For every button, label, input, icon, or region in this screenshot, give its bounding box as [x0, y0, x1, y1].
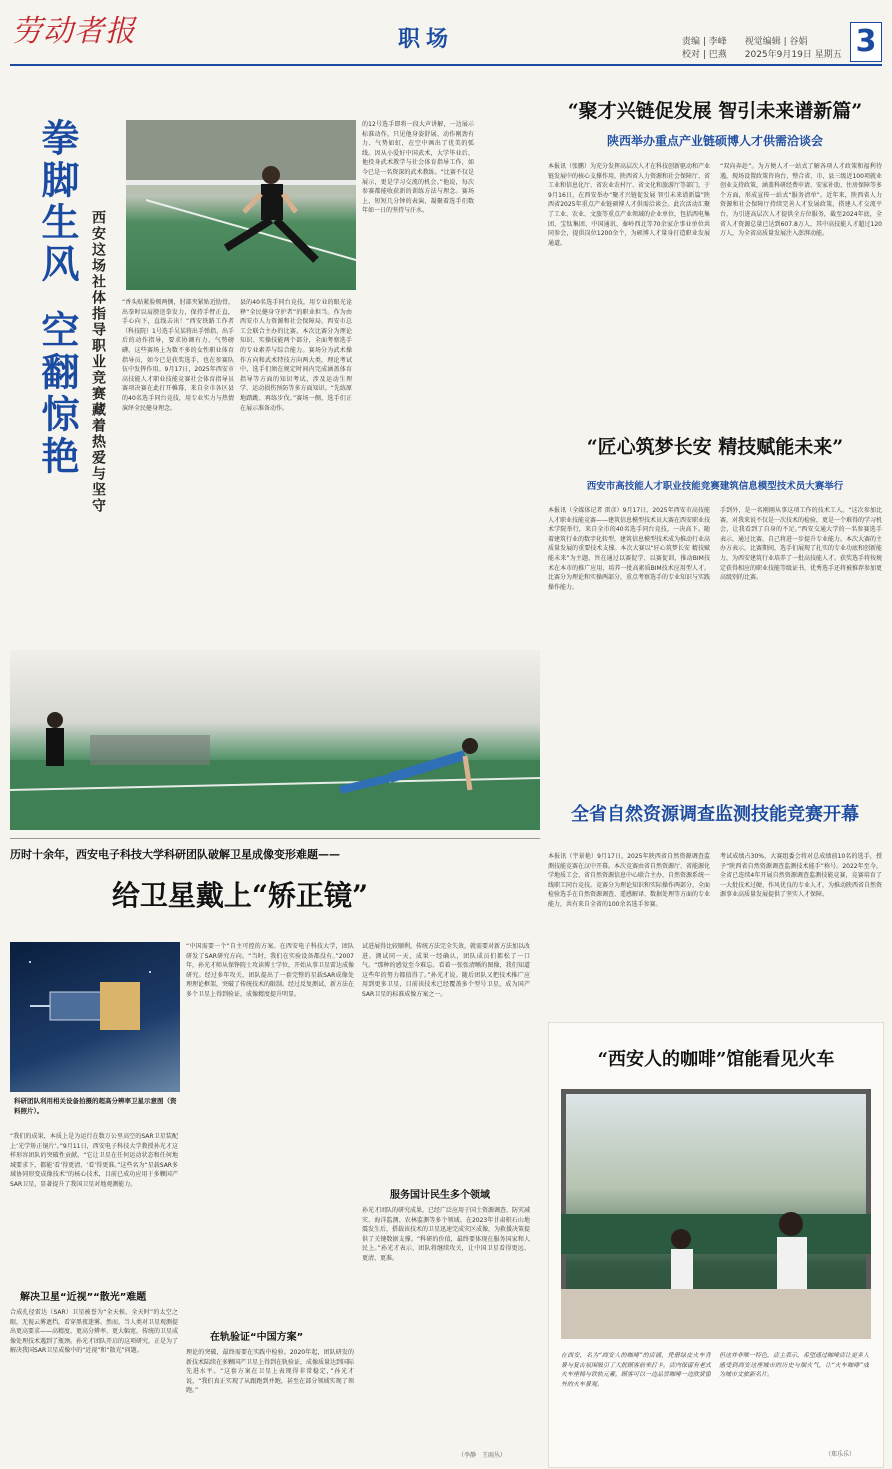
- article-martial-arts: [10, 70, 540, 830]
- article4-col2: 考试成绩占30%，大赛组委会将对总成绩前10名的选手，授予“陕西省自然资源调查监测技术能手”称号。2022年至今，全省已连续4年开展自然资源调查监测技能竞赛，竞赛培育了一大批技术过硬、作风优良的专业人才，为推动陕西省自然资源事业高质量发展提供了坚实人才保障。: [720, 853, 882, 899]
- masthead-rule: [10, 64, 882, 66]
- photo-kick: [126, 120, 356, 290]
- article-talent-fair: [548, 70, 882, 430]
- article4-col1: 本报讯（宇景艳）9月17日，2025年陕西省自然资源调查监测技能竞赛在汉中开幕。本次竞赛由省自然资源厅、省能源化学地质工会、省自然资源信息中心联合主办，自然资源系统一线职工同台竞技。竞赛分为理论知识和实际操作两部分，全面检验选手在自然资源调查、遥感解译、数据处理等方面的专业能力，共有来自全省的100余名选手参赛。: [548, 853, 710, 908]
- headline-left-b: 空翻惊艳: [35, 310, 80, 478]
- editor-line: 责编 | 李峰 视觉编辑 | 谷娟: [682, 37, 808, 47]
- article2-col1: 本报讯（张鹏）为充分发挥高层次人才在科技创新驱动和产业链发展中的核心支撑作用，陕西省人力资源和社会保障厅、省工业和信息化厅、省农业农村厅、省文化和旅游厅等部门，于9月16日，在西安举办“聚才兴链促发展 智引未来谱新篇”陕西省2025年重点产业链硕博人才供需洽谈会。此次活动汇聚了工业、农业、文旅等重点产业领域的企业单位，包括西电集团、宝钛集团、中国通讯、秦岭西北等70余家企事业单位共同参会，提供岗位1200余个，为硕博人才量身打造职业发展通道。: [548, 163, 710, 247]
- article2-title: “聚才兴链促发展 智引未来谱新篇”: [567, 100, 863, 122]
- article-bim-contest: [548, 420, 882, 780]
- article2-col2: “双向奔赴”。为方便人才一站式了解各项人才政策和福利待遇，现场设置政策咨询台，整合省、市、县三级近100项就业创业支持政策，涵盖科研经费申请、安家补助、住房保障等多个方面，形成宣传一站式“服务清单”。近年来，陕西省人力资源和社会保障厅持续完善人才发展政策，搭建人才交流平台，为引进高层次人才提供全方位服务，截至2024年底，全省人才资源总量已达到607.8万人，其中高技能人才超过120万人，为全省高质量发展注入澎湃动能。: [720, 163, 882, 238]
- article-natural-resources: [548, 788, 882, 1010]
- article5-byline: （李静 王雨丛）: [458, 1452, 507, 1459]
- article1-col2: 县的40名选手同台竞技，用专业的眼光诠释“全民健身守护者”的职业担当。作为由西安市人力资源和社会保障局、西安市总工会联合主办的比赛，本次比赛分为理论知识、实操技能两个部分，全面考察选手的专业素养与综合能力。赛场分为武术操作方向和武术特技方向两大类，理论考试中，选手们须在规定时间内完成涵盖体育指导等方面的知识考试，涉及运动生理学、运动损伤预防等多方面知识。“先练原地踏跳、再练步伐。”赛场一侧，选手们正在展示准备动作。: [240, 299, 352, 412]
- article5-col1: “我们的成果，本质上是为运行在数万公里高空的SAR卫星装配上‘光学矫正镜片’。”9月11日，西安电子科技大学教授孙光才这样形容团队的突破性贡献。“它让卫星在任何运动状态和任何地域要求下，都能‘看’得更清、‘看’得更准。”这些名为“星载SAR多域协同形变成像技术”的核心技术，目前已成功应用于多颗国产SAR卫星，显著提升了我国卫星对地观测能力。: [10, 1133, 178, 1188]
- article3-subtitle: 西安市高技能人才职业技能竞赛建筑信息模型技术员大赛举行: [586, 481, 844, 492]
- photo-pushup: [10, 650, 540, 830]
- article-satellite: [10, 838, 540, 1466]
- article5-col3b: 孙光才团队的研究成果，已经广泛应用于国土资源调查、防灾减灾、海洋监测、农林监测等多个领域。在2023年甘肃积石山地震发生后，搭载该技术的卫星迅速完成灾区成像，为救援决策提供了关键数据支撑。“科研的价值，最终要体现在服务国家和人民上。”孙光才表示，团队将继续攻关，让中国卫星看得更远、更清、更准。: [362, 1207, 530, 1262]
- masthead: [0, 0, 892, 64]
- article5-col2: “中国需要一个”自主可控的方案。在西安电子科技大学，团队研发了SAR研究方向。“当时，我们在实验设备都没有。”2007年，孙光才师从保铮院士攻读博士学位，开始从事卫星雷达成像研究。经过多年攻关，团队提出了一套完整的星载SAR成像处理理论框架，突破了传统技术的限制。经过反复测试，新方法在多个卫星上得到验证，成像精度提升明显。: [186, 943, 354, 998]
- article5-col2b: 理论的突破，最终需要在实践中检验。2020年起，团队研发的新技术陆续在多颗国产卫星上得到在轨验证，成像质量达到国际先进水平。“这套方案在卫星上表现得非常稳定，”孙光才说，“我们真正实现了从跟跑到并跑，甚至在部分领域实现了领跑。”: [186, 1349, 354, 1395]
- article5-sub1: 解决卫星“近视”“散光”难题: [20, 1292, 147, 1303]
- article3-col2: 手到外，是一名刚刚从事这项工作的技术工人。“这次参加比赛，对我来说不仅是一次技术的检验，更是一个难得的学习机会，让我看到了自身的不足。”西安交通大学的一名参赛选手表示，通过比赛，自己将进一步提升专业能力。本次大赛的主办方表示，比赛期间，选手们展现了扎实的专业功底和创新能力，为西安建筑行业培养了一批高技能人才。获奖选手将按规定获得相应的职业技能等级证书，优秀选手还将被推荐参加更高级别的比赛。: [720, 507, 882, 582]
- article4-title: 全省自然资源调查监测技能竞赛开幕: [571, 804, 859, 825]
- satellite-icon: [10, 942, 180, 1092]
- article5-col3: 试进展得比较顺利，传统方法完全失效，就需要对新方法加以改进。测试同一天，成果一经确认，团队成员们都松了一口气。“那种的感觉至今难忘。看着一张张清晰的图像，我们知道这些年的努力都值得了。”孙光才说。随后团队又把技术推广应用到更多卫星，目前该技术已经覆盖多个型号卫星，成为国产SAR卫星的标准成像方案之一。: [362, 943, 530, 998]
- article5-kicker: 历时十余年，西安电子科技大学科研团队破解卫星成像变形难题——: [10, 848, 340, 861]
- photo-coffee: [561, 1089, 871, 1339]
- photo-kick-figure: [126, 120, 356, 290]
- article6-title: “西安人的咖啡”馆能看见火车: [597, 1049, 835, 1070]
- article3-col1: 本报讯（全媒体记者 雷彦）9月17日，2025年西安市高技能人才职业技能竞赛——建筑信息模型技术员大赛在西安职业技术学院举行，来自全市的40名选手同台竞技，一决高下。随着建筑行业的数字化转型，建筑信息模型技术成为推动行业高质量发展的重要技术支撑。本次大赛以“匠心筑梦长安 精技赋能未来”为主题，旨在通过以赛促学、以赛促训，推动BIM技术在本市的推广应用，培养一批高素质BIM技术应用型人才。比赛分为理论和实操两部分，重点考察选手的专业知识与实践操作能力。: [548, 507, 710, 591]
- article2-subtitle: 陕西举办重点产业链硕博人才供需洽谈会: [606, 134, 823, 148]
- article5-sub3: 服务国计民生多个领域: [390, 1190, 490, 1201]
- subtitle-vertical: 西安这场社体指导职业竞赛藏着热爱与坚守: [90, 210, 106, 514]
- proof-line: 校对 | 巴燕 2025年9月19日 星期五: [682, 50, 842, 60]
- article5-col1b: 合成孔径雷达（SAR）卫星被誉为“全天候、全天时”的太空之眼，无视云雾遮挡，看穿黑夜迷雾。然而，当人类对卫星观测提出更高要求——高精度、更高分辨率、更大幅宽，传统的卫星成像处理技术遇到了瓶颈。孙光才团队开启的这项研究，正是为了解决我国SAR卫星成像中的“近视”和“散光”问题。: [10, 1309, 178, 1355]
- section-title: 职场: [398, 27, 455, 52]
- photo-satellite: [10, 942, 180, 1092]
- headline-left-a: 拳脚生风: [35, 118, 80, 286]
- article6-byline: （郑乐乐）: [825, 1451, 856, 1458]
- newspaper-logo: 劳动者报: [12, 14, 136, 49]
- article3-title: “匠心筑梦长安 精技赋能未来”: [586, 436, 844, 458]
- article5-top-rule: [10, 838, 540, 839]
- article-coffee: [548, 1022, 884, 1468]
- article5-title: 给卫星戴上“矫正镜”: [111, 879, 369, 912]
- page-number: 3: [850, 22, 882, 62]
- satellite-caption: 科研团队利用相关设备拍摄的超高分辨率卫星示意图（资料照片）。: [14, 1097, 177, 1115]
- photo-pushup-scene: [10, 650, 540, 830]
- edition-meta: [682, 36, 842, 62]
- photo-coffee-scene: [561, 1089, 871, 1339]
- article6-col2: 但这并非唯一特色，店主表示，希望通过咖啡店让更多人感受到西安这座城市的历史与烟火气，让“火车咖啡”成为城市文旅新名片。: [719, 1352, 869, 1379]
- article1-col1: “香头贴紧脸颊两侧，肘部夹紧贴近肋骨，出拳时以肩膀送拳发力，保持手臂正直，手心向下，直线击出！”西安铁路工作者（科技院）1号选手吴某将出手弹指、出手后的动作指导，要求协调有力、气势磅礴。这些赛场上为数不多的女性职业体育指导员，如今已是获奖选手，也在参赛队伍中发挥作用。9月17日，2025年西安市高技能人才职业技能竞赛社会体育指导员赛项决赛在此打开帷幕，来自全市各区县的40名选手同台竞技，用专业实力与热情演绎全民健身理念。: [122, 299, 234, 412]
- article1-col3: 的12号选手即将一段大声讲解，一边展示标准动作，只见他身姿舒展、动作刚劲有力、气势如虹，在空中画出了优美的弧线。因从小爱好中国武术，大学毕业后，他投身武术教学与社会体育指导工作，如今已是一名资深的武术教练。“比赛不仅是展示，更是学习交流的机会。”他说，每次参赛都能收获新的训练方法与理念。赛场上，短短几分钟的表演，凝聚着选手们数年如一日的坚持与汗水。: [362, 121, 474, 215]
- article6-col1: 在西安，名为“西安人的咖啡”的店铺，凭借绿皮火车背景与复古氛围吸引了大批顾客前来打卡。店内保留有老式火车座椅与铁轨元素，顾客可以一边品尝咖啡一边欣赏窗外的火车景观。: [561, 1352, 711, 1388]
- article5-sub2: 在轨验证“中国方案”: [210, 1332, 304, 1343]
